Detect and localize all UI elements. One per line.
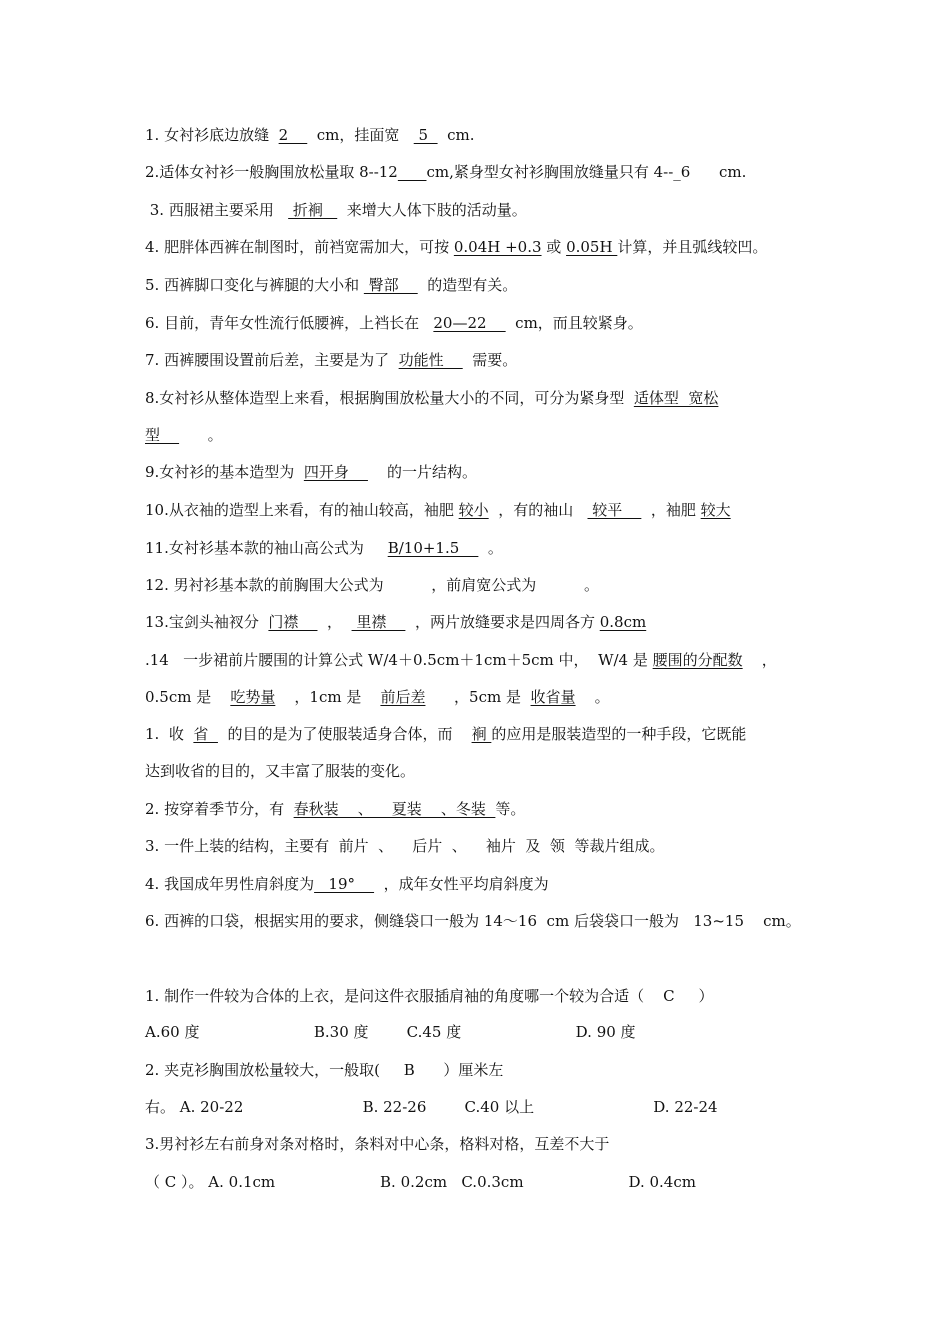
answer-underlined: B/10+1.5 bbox=[387, 539, 479, 557]
question-text: 右。 A. 20-22 B. 22-26 C.40 以上 D. 22-24 bbox=[145, 1098, 718, 1116]
answer-underlined: 适体型 宽松 bbox=[633, 389, 719, 407]
question-text: cm. bbox=[437, 126, 475, 144]
fill-blanks-1-line bbox=[145, 425, 223, 445]
question-text: 0.5cm 是 bbox=[145, 688, 231, 706]
question-text: 。 bbox=[179, 426, 223, 444]
fill-blanks-1-line bbox=[145, 162, 746, 182]
fill-blanks-1-line bbox=[145, 388, 718, 408]
fill-blanks-2-line bbox=[145, 836, 664, 856]
fill-blanks-1-line bbox=[145, 462, 477, 482]
answer-underlined: 裥 bbox=[471, 725, 492, 743]
fill-blanks-2-line bbox=[145, 799, 525, 819]
answer-underlined: 四开身 bbox=[303, 463, 368, 481]
question-text: 8.女衬衫从整体造型上来看，根据胸围放松量大小的不同，可分为紧身型 bbox=[145, 389, 634, 407]
question-text: 4. 我国成年男性肩斜度为 bbox=[145, 875, 315, 893]
answer-underlined: 19° bbox=[314, 875, 375, 893]
question-text: A.60 度 B.30 度 C.45 度 D. 90 度 bbox=[145, 1023, 636, 1041]
question-text: 等。 bbox=[495, 800, 526, 818]
question-text: 的一片结构。 bbox=[367, 463, 478, 481]
question-text: 11.女衬衫基本款的袖山高公式为 bbox=[145, 539, 388, 557]
question-text: 达到收省的目的，又丰富了服装的变化。 bbox=[145, 762, 416, 780]
question-text: 9.女衬衫的基本造型为 bbox=[145, 463, 304, 481]
question-text: 13.宝剑头袖衩分 bbox=[145, 613, 269, 631]
fill-blanks-1-line bbox=[145, 575, 599, 595]
question-text: 3. 一件上装的结构，主要有 前片 、 后片 、 袖片 及 领 等裁片组成。 bbox=[145, 837, 665, 855]
question-text: ， bbox=[317, 613, 352, 631]
fill-blanks-1-line bbox=[145, 350, 517, 370]
question-text: 的应用是服装造型的一种手段，它既能 bbox=[491, 725, 747, 743]
question-text: 需要。 bbox=[462, 351, 518, 369]
choice-line bbox=[145, 1060, 503, 1080]
question-text: ，袖肥 bbox=[641, 501, 701, 519]
fill-blanks-2-line bbox=[145, 874, 549, 894]
answer-underlined: 较小 bbox=[458, 501, 489, 519]
choice-line bbox=[145, 1097, 718, 1117]
question-text: 1. 收 bbox=[145, 725, 194, 743]
question-text: .14 一步裙前片腰围的计算公式 W/4＋0.5cm＋1cm＋5cm 中， W/4 是 bbox=[145, 651, 653, 669]
answer-underlined: 前后差 bbox=[380, 688, 426, 706]
question-text: 3.男衬衫左右前身对条对格时，条料对中心条，格料对格，互差不大于 bbox=[145, 1135, 610, 1153]
fill-blanks-1-line bbox=[145, 687, 610, 707]
question-text: 2. 按穿着季节分，有 bbox=[145, 800, 294, 818]
question-text: 1. 女衬衫底边放缝 bbox=[145, 126, 279, 144]
fill-blanks-2-line bbox=[145, 761, 415, 781]
question-text: 2.适体女衬衫一般胸围放松量取 8--12 bbox=[145, 163, 398, 181]
question-text: 6. 西裤的口袋，根据实用的要求，侧缝袋口一般为 14～16 cm 后袋袋口一般为 13~15 cm。 bbox=[145, 912, 801, 930]
answer-underlined: 腰围的分配数 bbox=[652, 651, 743, 669]
fill-blanks-2-line bbox=[145, 724, 746, 744]
question-text: ， bbox=[742, 651, 777, 669]
answer-underlined: 20—22 bbox=[433, 314, 506, 332]
fill-blanks-2-line bbox=[145, 911, 801, 931]
question-text: ，5cm 是 bbox=[425, 688, 531, 706]
fill-blanks-1-line bbox=[145, 237, 767, 257]
fill-blanks-1-line bbox=[145, 275, 517, 295]
question-text: 的目的是为了使服装适身合体，而 bbox=[217, 725, 472, 743]
question-text: ，两片放缝要求是四周各方 bbox=[405, 613, 600, 631]
question-text: 4. 肥胖体西裤在制图时，前裆宽需加大，可按 bbox=[145, 238, 454, 256]
question-text: 2. 夹克衫胸围放松量较大，一般取( B ）厘米左 bbox=[145, 1061, 504, 1079]
answer-underlined: 功能性 bbox=[398, 351, 463, 369]
question-text: 5. 西裤脚口变化与裤腿的大小和 bbox=[145, 276, 364, 294]
question-text: 1. 制作一件较为合体的上衣，是问这件衣服插肩袖的角度哪一个较为合适（ C ） bbox=[145, 987, 714, 1005]
question-text: ，1cm 是 bbox=[275, 688, 381, 706]
fill-blanks-1-line bbox=[145, 650, 777, 670]
question-text: ，成年女性平均肩斜度为 bbox=[374, 875, 549, 893]
fill-blanks-1-line bbox=[145, 125, 475, 145]
question-text: 的造型有关。 bbox=[417, 276, 518, 294]
answer-underlined: 0.8cm bbox=[599, 613, 647, 631]
question-text: 。 bbox=[575, 688, 610, 706]
fill-blanks-1-line bbox=[145, 200, 527, 220]
choice-line bbox=[145, 1134, 609, 1154]
answer-underlined: 0.05H bbox=[566, 238, 618, 256]
answer-underlined: 里襟 bbox=[351, 613, 406, 631]
choice-line bbox=[145, 986, 713, 1006]
answer-underlined: 收省量 bbox=[530, 688, 576, 706]
question-text: cm，挂面宽 bbox=[307, 126, 414, 144]
answer-underlined: 春秋装 、 夏装 、冬装 bbox=[293, 800, 496, 818]
answer-underlined: 型 bbox=[145, 426, 180, 444]
answer-underlined: 0.04H +0.3 bbox=[453, 238, 542, 256]
question-text: 12. 男衬衫基本款的前胸围大公式为 ，前肩宽公式为 。 bbox=[145, 576, 599, 594]
answer-underlined: 较平 bbox=[587, 501, 642, 519]
question-text: cm,紧身型女衬衫胸围放缝量只有 4--_6 cm. bbox=[426, 163, 747, 181]
question-text: 或 bbox=[541, 238, 567, 256]
fill-blanks-1-line bbox=[145, 500, 731, 520]
answer-underlined: 折裥 bbox=[288, 201, 338, 219]
fill-blanks-1-line bbox=[145, 538, 503, 558]
question-text: ，有的袖山 bbox=[488, 501, 588, 519]
answer-underlined bbox=[398, 163, 427, 181]
question-text: 3. 西服裙主要采用 bbox=[145, 201, 289, 219]
question-text: 6. 目前，青年女性流行低腰裤，上裆长在 bbox=[145, 314, 434, 332]
question-text: cm，而且较紧身。 bbox=[505, 314, 643, 332]
fill-blanks-1-line bbox=[145, 612, 646, 632]
answer-underlined: 臀部 bbox=[363, 276, 418, 294]
answer-underlined: 门襟 bbox=[268, 613, 318, 631]
answer-underlined: 5 bbox=[413, 126, 438, 144]
question-text: 。 bbox=[478, 539, 503, 557]
answer-underlined: 吃势量 bbox=[230, 688, 276, 706]
question-text: 10.从衣袖的造型上来看，有的袖山较高，袖肥 bbox=[145, 501, 459, 519]
question-text: 7. 西裤腰围设置前后差，主要是为了 bbox=[145, 351, 399, 369]
answer-underlined: 较大 bbox=[700, 501, 731, 519]
question-text: （ C ）。 A. 0.1cm B. 0.2cm C.0.3cm D. 0.4cm bbox=[145, 1173, 696, 1191]
question-text: 计算，并且弧线较凹。 bbox=[617, 238, 768, 256]
answer-underlined: 省 bbox=[193, 725, 218, 743]
answer-underlined: 2 bbox=[278, 126, 308, 144]
choice-line bbox=[145, 1172, 696, 1192]
question-text: 来增大人体下肢的活动量。 bbox=[337, 201, 527, 219]
fill-blanks-1-line bbox=[145, 313, 643, 333]
choice-line bbox=[145, 1022, 636, 1042]
